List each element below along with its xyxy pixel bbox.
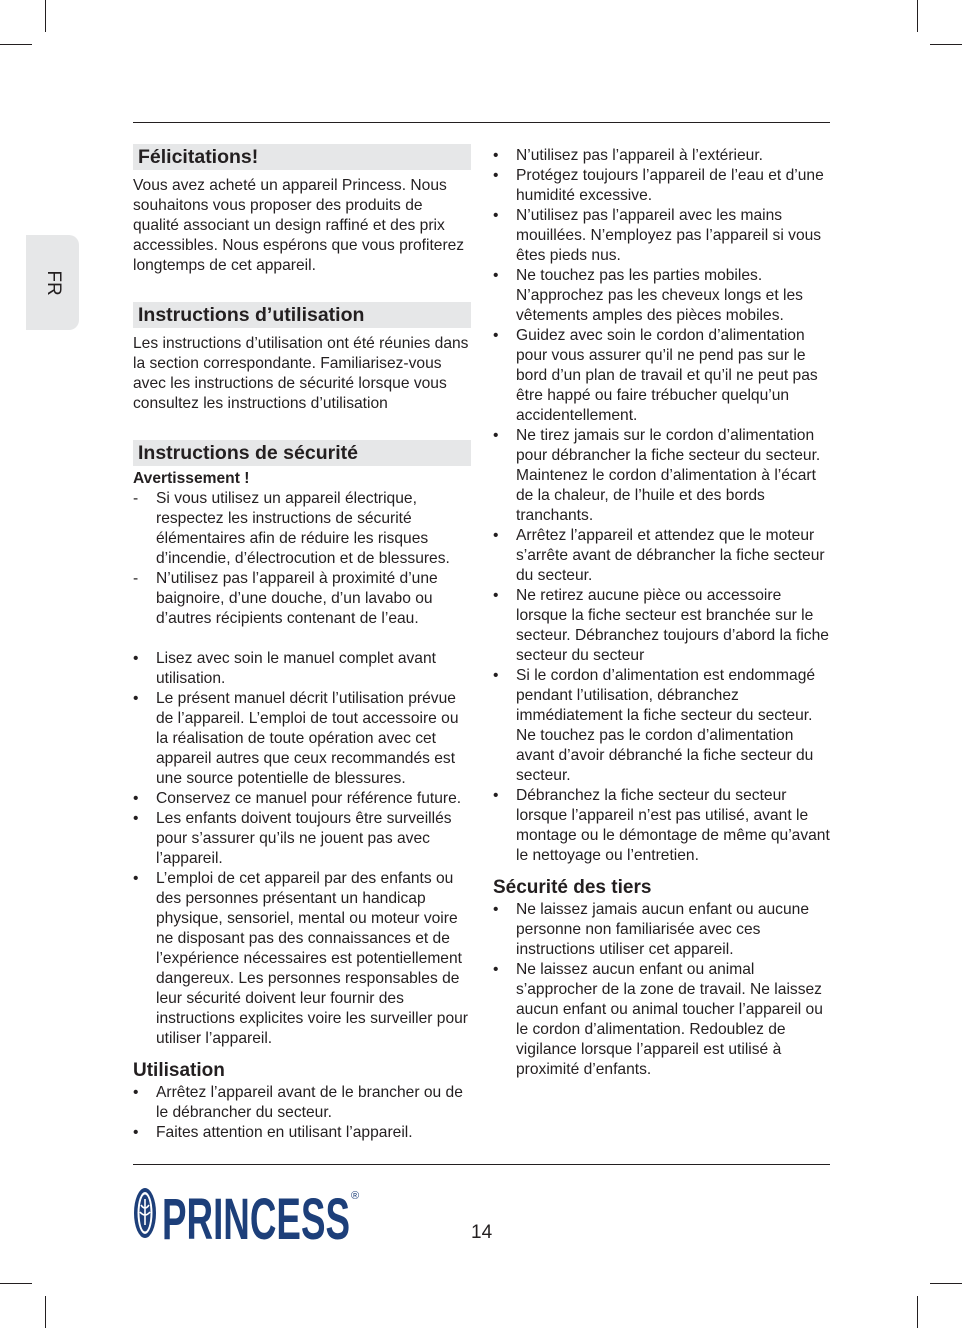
section-title-safety: Instructions de sécurité — [133, 440, 471, 466]
language-tab — [26, 235, 79, 330]
crop-mark — [930, 44, 962, 45]
bottom-rule — [133, 1164, 830, 1165]
safety-bullet-list — [133, 649, 471, 1049]
list-item: • Débranchez la fiche secteur du secteur lorsque l’appareil n’est pas utilisé, avant le montage ou le démontage de même qu’avant le nettoyage ou l’entretien. — [493, 787, 830, 864]
list-item: • Protégez toujours l’appareil de l’eau et d’une humidité excessive. — [493, 167, 824, 204]
list-item: • Si le cordon d’alimentation est endommagé pendant l’utilisation, débranchez immédiatement la fiche secteur du secteur. Ne touchez pas le cordon d’alimentation avant d’avoir débranché la fiche secteur du secteur. — [493, 667, 816, 784]
brand-wordmark: PRINCESS — [162, 1187, 350, 1243]
instructions-text: Les instructions d’utilisation ont été réunies dans la section correspondante. Familiarisez-vous avec les instructions de sécurité lorsque vous consultez les instructions d’utilisation — [133, 335, 469, 412]
page-number: 14 — [471, 1222, 493, 1243]
princess-crest-icon — [132, 1185, 362, 1243]
warning-label: Avertissement ! — [133, 470, 250, 487]
crop-mark — [45, 1296, 46, 1328]
list-item: • N’utilisez pas l’appareil avec les mains mouillées. N’employez pas l’appareil si vous êtes pieds nus. — [493, 207, 822, 264]
list-item: • Arrêtez l’appareil et attendez que le moteur s’arrête avant de débrancher la fiche secteur du secteur. — [493, 527, 825, 584]
third-party-bullet-list — [493, 900, 833, 1080]
list-item: - N’utilisez pas l’appareil à proximité d’une baignoire, d’une douche, d’un lavabo ou d’autres récipients contenant de l’eau. — [133, 570, 438, 627]
list-item: • Arrêtez l’appareil avant de le brancher ou de le débrancher du secteur. — [133, 1084, 463, 1121]
top-rule — [133, 122, 830, 123]
list-item: • Ne laissez aucun enfant ou animal s’approcher de la zone de travail. Ne laissez aucun enfant ou animal toucher l’appareil ou le cordon d’alimentation. Redoublez de vigilance lorsque l’appareil est utilisé à proximité d’enfants. — [493, 961, 823, 1078]
list-item: • Ne tirez jamais sur le cordon d’alimentation pour débrancher la fiche secteur du secteur. Maintenez le cordon d’alimentation à l’écart de la chaleur, de l’huile et des bords tranchants. — [493, 427, 821, 524]
list-item: • Ne touchez pas les parties mobiles. N’approchez pas les cheveux longs et les vêtements amples des pièces mobiles. — [493, 267, 803, 324]
congratulations-text: Vous avez acheté un appareil Princess. Nous souhaitons vous proposer des produits de qualité associant un design raffiné et des prix accessibles. Nous espérons que vous profiterez longtemps de cet appareil. — [133, 177, 465, 274]
crop-mark — [0, 1283, 32, 1284]
list-item: • Lisez avec soin le manuel complet avant utilisation. — [133, 650, 436, 687]
list-item: • Guidez avec soin le cordon d’alimentation pour vous assurer qu’il ne pend pas sur le bord d’un plan de travail et qu’il ne peut pas être happé ou faire trébucher quelqu’un accidentellement. — [493, 327, 818, 424]
section-title-congratulations: Félicitations! — [133, 144, 471, 170]
left-column — [133, 144, 471, 1143]
list-item: • N’utilisez pas l’appareil à l’extérieur. — [493, 147, 764, 164]
list-item: - Si vous utilisez un appareil électrique, respectez les instructions de sécurité élémentaires afin de réduire les risques d’incendie, d’électrocution et de blessures. — [133, 490, 450, 567]
crop-mark — [930, 1283, 962, 1284]
list-item: • Conservez ce manuel pour référence future. — [133, 790, 462, 807]
list-item: • Ne retirez aucune pièce ou accessoire lorsque la fiche secteur est branchée sur le secteur. Débranchez toujours d’abord la fiche secteur du secteur — [493, 587, 829, 664]
language-tab-label: FR — [42, 269, 64, 296]
list-item: • Ne laissez jamais aucun enfant ou aucune personne non familiarisée avec ces instructions utiliser cet appareil. — [493, 901, 809, 958]
crop-mark — [917, 1296, 918, 1328]
usage-bullet-list — [133, 1083, 471, 1143]
usage-heading: Utilisation — [133, 1060, 225, 1081]
list-item: • L’emploi de cet appareil par des enfants ou des personnes présentant un handicap physique, sensoriel, mental ou moteur voire ne disposant pas des connaissances et de l’expérience nécessaires est potentiellement dangereux. Les personnes responsables de leur sécurité doivent leur fournir des instructions explicites voire les surveiller pour utiliser l’appareil. — [133, 870, 468, 1047]
princess-logo — [132, 1185, 362, 1243]
list-item: • Le présent manuel décrit l’utilisation prévue de l’appareil. L’emploi de tout accessoire ou la réalisation de toute opération avec cet appareil autres que ceux recommandés est une source potentielle de blessures. — [133, 690, 459, 787]
section-title-instructions: Instructions d’utilisation — [133, 302, 471, 328]
crop-mark — [0, 44, 32, 45]
third-party-heading: Sécurité des tiers — [493, 877, 652, 898]
list-item: • Les enfants doivent toujours être surveillés pour s’assurer qu’ils ne jouent pas avec l’appareil. — [133, 810, 452, 867]
crop-mark — [917, 0, 918, 32]
list-item: • Faites attention en utilisant l’appareil. — [133, 1124, 413, 1141]
right-column — [493, 146, 833, 1080]
crop-mark — [45, 0, 46, 32]
registered-mark: ® — [351, 1190, 360, 1202]
safety-bullet-list-continued — [493, 146, 833, 866]
dash-list — [133, 489, 471, 629]
